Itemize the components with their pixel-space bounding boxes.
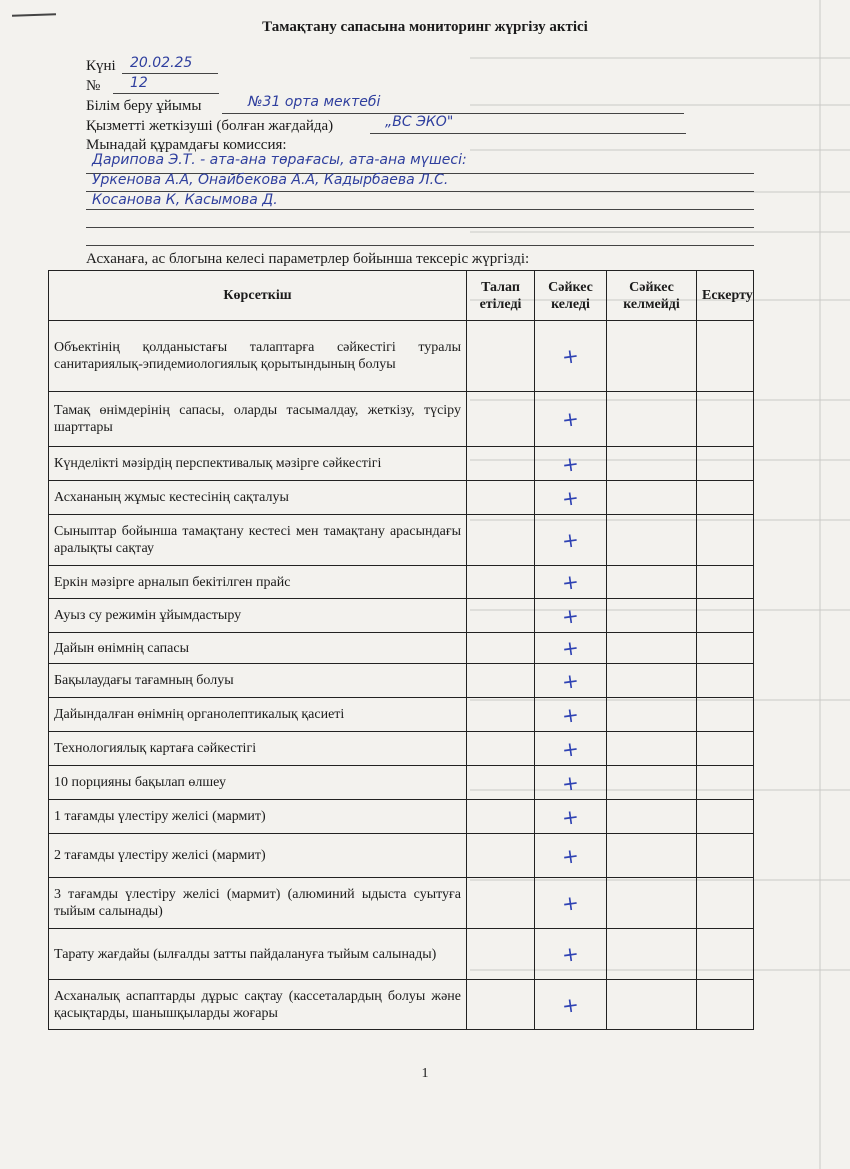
column-header-required: Талап етіледі [467,271,535,321]
compliant-mark: + [560,803,581,830]
criterion-cell: Тамақ өнімдерінің сапасы, оларды тасымалдау, жеткізу, түсіру шарттары [49,392,467,447]
table-row [49,834,754,878]
compliant-mark: + [560,769,581,796]
criterion-cell: Тарату жағдайы (ылғалды затты пайдалануға тыйым салынады) [49,929,467,980]
table-row [49,515,754,566]
compliant-mark: + [560,701,581,728]
page-number: 1 [421,1066,429,1081]
compliant-mark: + [560,602,581,629]
date-underline [122,73,218,74]
number-underline [113,93,219,94]
commission-members-line-1: Дарипова Э.Т. - ата-ана төрағасы, ата-ана мүшесі: [92,152,467,168]
table-row [49,633,754,664]
table-row [49,321,754,392]
criterion-cell: Ауыз су режимін ұйымдастыру [49,599,467,633]
compliant-mark: + [560,568,581,596]
criterion-cell: Күнделікті мәзірдің перспективалық мәзірге сәйкестігі [49,447,467,481]
table-row [49,481,754,515]
criterion-cell: Дайын өнімнің сапасы [49,633,467,664]
table-row [49,664,754,698]
intro-text: Асханаға, ас блогына келесі параметрлер бойынша тексеріс жүргізді: [86,251,530,267]
criterion-cell: Сыныптар бойынша тамақтану кестесі мен тамақтану арасындағы аралықты сақтау [49,515,467,566]
number-value: 12 [130,75,148,91]
table-row [49,766,754,800]
commission-line-3 [86,209,754,210]
date-value: 20.02.25 [130,55,193,71]
criterion-cell: Асхананың жұмыс кестесінің сақталуы [49,481,467,515]
commission-line-4 [86,227,754,228]
compliant-mark: + [560,991,581,1018]
commission-members-line-2: Уркенова А.А, Онайбекова А.А, Кадырбаева Л.С. [92,172,449,188]
compliant-mark: + [560,484,581,511]
criterion-cell: 1 тағамды үлестіру желісі (мармит) [49,800,467,834]
compliant-mark: + [560,940,581,968]
criterion-cell: Бақылаудағы тағамның болуы [49,664,467,698]
column-header-note: Ескерту [697,271,754,321]
compliant-mark: + [560,634,581,662]
compliant-mark: + [560,842,581,869]
monitoring-table [48,270,754,1030]
table-row [49,392,754,447]
supplier-label: Қызметті жеткізуші (болған жағдайда) [86,118,334,134]
table-header-row [49,271,754,321]
criterion-cell: Еркін мәзірге арналып бекітілген прайс [49,566,467,599]
compliant-mark: + [560,667,581,694]
commission-line-5 [86,245,754,246]
compliant-mark: + [560,405,581,433]
compliant-mark: + [560,526,581,554]
date-label: Күні [86,58,116,74]
corner-mark [12,13,56,17]
criterion-cell: Технологиялық картаға сәйкестігі [49,732,467,766]
commission-label: Мынадай құрамдағы комиссия: [86,137,287,153]
criterion-cell: Дайындалған өнімнің органолептикалық қасиеті [49,698,467,732]
number-label: № [86,78,101,94]
supplier-underline [370,133,686,134]
table-row [49,929,754,980]
column-header-noncompliant: Сәйкес келмейді [607,271,697,321]
criterion-cell: 3 тағамды үлестіру желісі (мармит) (алюминий ыдыста суытуға тыйым салынады) [49,878,467,929]
table-row [49,878,754,929]
compliant-mark: + [560,342,581,370]
table-row [49,566,754,599]
table-row [49,732,754,766]
criterion-cell: 10 порцияны бақылап өлшеу [49,766,467,800]
table-row [49,800,754,834]
compliant-mark: + [560,889,581,917]
criterion-cell: Объектінің қолданыстағы талаптарға сәйкестігі туралы санитариялық-эпидемиологиялық қорытындының болуы [49,321,467,392]
table-row [49,698,754,732]
compliant-mark: + [560,735,581,762]
criterion-cell: Асханалық аспаптарды дұрыс сақтау (кассеталардың болуы және қасықтарды, шанышқыларды жоғары [49,980,467,1030]
column-header-criterion: Көрсеткіш [49,271,467,321]
compliant-mark: + [560,450,581,477]
column-header-compliant: Сәйкес келеді [535,271,607,321]
table-row [49,980,754,1030]
supplier-value: „ВС ЭКО" [385,114,454,130]
table-row [49,447,754,481]
school-value: №31 орта мектебі [248,94,381,110]
school-label: Білім беру ұйымы [86,98,202,114]
table-row [49,599,754,633]
commission-members-line-3: Косанова К, Касымова Д. [92,192,278,208]
document-title: Тамақтану сапасына мониторинг жүргізу актісі [262,19,588,35]
criterion-cell: 2 тағамды үлестіру желісі (мармит) [49,834,467,878]
